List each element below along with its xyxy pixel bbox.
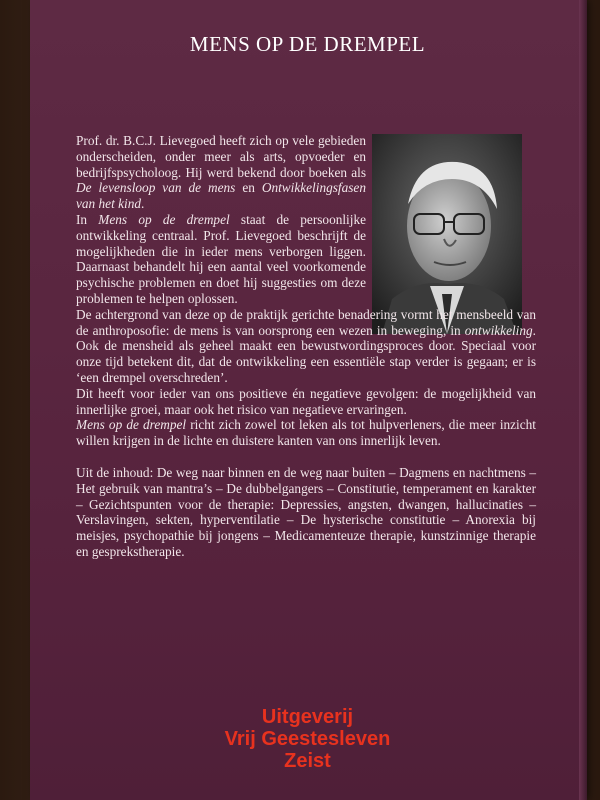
book-title-italic: Mens op de drempel (76, 417, 187, 433)
blurb-paragraph-2: In Mens op de drempel staat de persoonlijke ontwikkeling centraal. Prof. Lievegoed beschrijft de mogelijkheden die in ieder mens verborgen liggen. Daarnaast behandelt hij een aantal veel voorkomende psychische problemen en doet hij suggesties om deze problemen te helpen oplossen. (76, 211, 366, 306)
contents-paragraph: Uit de inhoud: De weg naar binnen en de weg naar buiten – Dagmens en nachtmens – Het gebruik van mantra’s – De dubbelgangers – Constitutie, temperament en karakter – Gezichtspunten voor de therapie: Depressies, angsten, dwangen, hallucinaties – Verslavingen, sekten, hyperventilatie – De hysterische constitutie – Anorexia bij meisjes, psychopathie bij jongens – Medicamenteuze therapie, kunstzinnige therapie en gesprekstherapie. (76, 464, 536, 559)
blurb-paragraph-3: De achtergrond van deze op de praktijk gerichte benadering vormt het mensbeeld van de anthroposofie: de mens is van oorsprong een wezen in beweging, in ontwikkeling. Ook de mensheid als geheel maakt een bewustwordingsproces door. Speciaal voor onze tijd betekent dit, dat de ontwikkeling een essentiële stap verder is gegaan; er is ‘een drempel overschreden’. (76, 306, 536, 385)
book-title: MENS OP DE DREMPEL (189, 32, 426, 56)
publisher-line-1: Uitgeverij (261, 706, 354, 728)
publisher-line-3: Zeist (284, 750, 331, 772)
book-title-italic: Mens op de drempel (98, 211, 230, 227)
book-title-italic: ontwikkeling (464, 322, 533, 338)
book-title-italic: De levensloop van de mens (76, 180, 236, 196)
publisher-imprint (30, 706, 585, 772)
book-back-cover (30, 0, 585, 800)
blurb-paragraph-1: Prof. dr. B.C.J. Lievegoed heeft zich op vele gebieden onderscheiden, onder meer als arts, opvoeder en bedrijfspsycholoog. Hij werd bekend door boeken als De levensloop van de mens en Ontwikkelingsfasen van het kind. (76, 133, 366, 212)
blurb-paragraph-4: Dit heeft voor ieder van ons positieve én negatieve gevolgen: de mogelijkheid van innerlijke groei, maar ook het risico van negatieve ervaringen. (76, 385, 536, 417)
publisher-line-2: Vrij Geestesleven (224, 728, 391, 750)
book-spine-edge (579, 0, 587, 800)
blurb-text (76, 133, 536, 560)
blurb-paragraph-5: Mens op de drempel richt zich zowel tot leken als tot hulpverleners, die meer inzicht willen krijgen in de lichte en duistere kanten van ons innerlijk leven. (76, 417, 536, 449)
book-title-italic: Ontwikkelingsfasen van het kind (76, 180, 366, 212)
